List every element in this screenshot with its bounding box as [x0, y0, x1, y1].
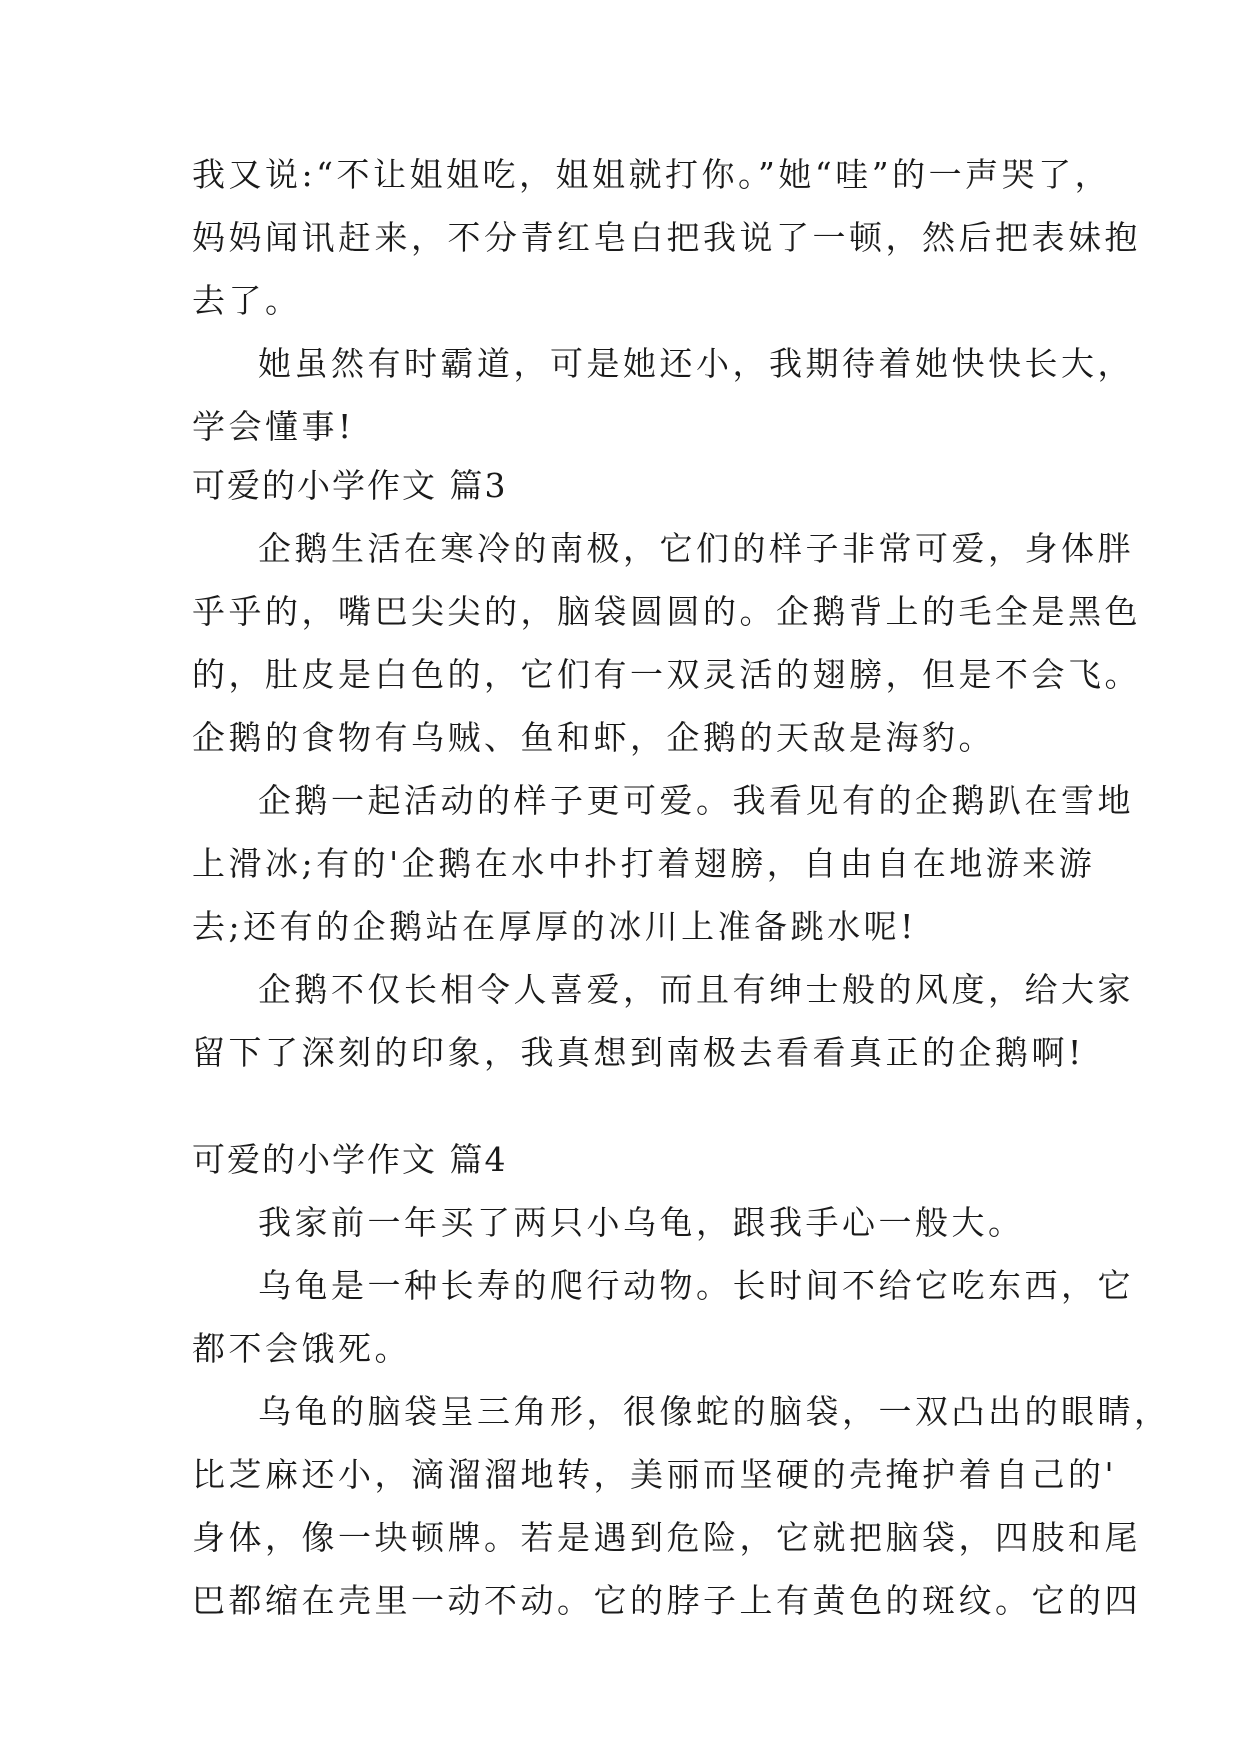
text-line: 去;还有的企鹅站在厚厚的冰川上准备跳水呢! [192, 907, 917, 946]
text-line: 比芝麻还小，滴溜溜地转，美丽而坚硬的壳掩护着自己的' [192, 1455, 1118, 1494]
paragraph-start: 她虽然有时霸道，可是她还小，我期待着她快快长大， [258, 344, 1134, 383]
text-line: 留下了深刻的印象，我真想到南极去看看真正的企鹅啊! [192, 1033, 1085, 1072]
paragraph-start: 乌龟是一种长寿的爬行动物。长时间不给它吃东西，它 [258, 1266, 1134, 1305]
text-line: 企鹅的食物有乌贼、鱼和虾，企鹅的天敌是海豹。 [192, 718, 995, 757]
text-line: 妈妈闻讯赶来，不分青红皂白把我说了一顿，然后把表妹抱 [192, 218, 1141, 257]
text-line: 我又说:“不让姐姐吃，姐姐就打你。”她“哇”的一声哭了， [192, 155, 1112, 194]
paragraph-start: 企鹅生活在寒冷的南极，它们的样子非常可爱，身体胖 [258, 529, 1134, 568]
paragraph-start: 企鹅一起活动的样子更可爱。我看见有的企鹅趴在雪地 [258, 781, 1134, 820]
text-line: 的，肚皮是白色的，它们有一双灵活的翅膀，但是不会飞。 [192, 655, 1141, 694]
text-line: 身体，像一块顿牌。若是遇到危险，它就把脑袋，四肢和尾 [192, 1518, 1141, 1557]
text-line: 乎乎的，嘴巴尖尖的，脑袋圆圆的。企鹅背上的毛全是黑色 [192, 592, 1141, 631]
text-line: 巴都缩在壳里一动不动。它的脖子上有黄色的斑纹。它的四 [192, 1581, 1141, 1620]
text-line: 都不会饿死。 [192, 1329, 411, 1368]
paragraph-start: 乌龟的脑袋呈三角形，很像蛇的脑袋，一双凸出的眼睛， [258, 1392, 1171, 1431]
paragraph-start: 我家前一年买了两只小乌龟，跟我手心一般大。 [258, 1203, 1025, 1242]
paragraph-start: 企鹅不仅长相令人喜爱，而且有绅士般的风度，给大家 [258, 970, 1134, 1009]
section-heading: 可爱的小学作文 篇4 [192, 1140, 508, 1179]
section-heading: 可爱的小学作文 篇3 [192, 466, 508, 505]
text-line: 上滑冰;有的'企鹅在水中扑打着翅膀，自由自在地游来游 [192, 844, 1096, 883]
text-line: 学会懂事! [192, 407, 355, 446]
text-line: 去了。 [192, 281, 302, 320]
